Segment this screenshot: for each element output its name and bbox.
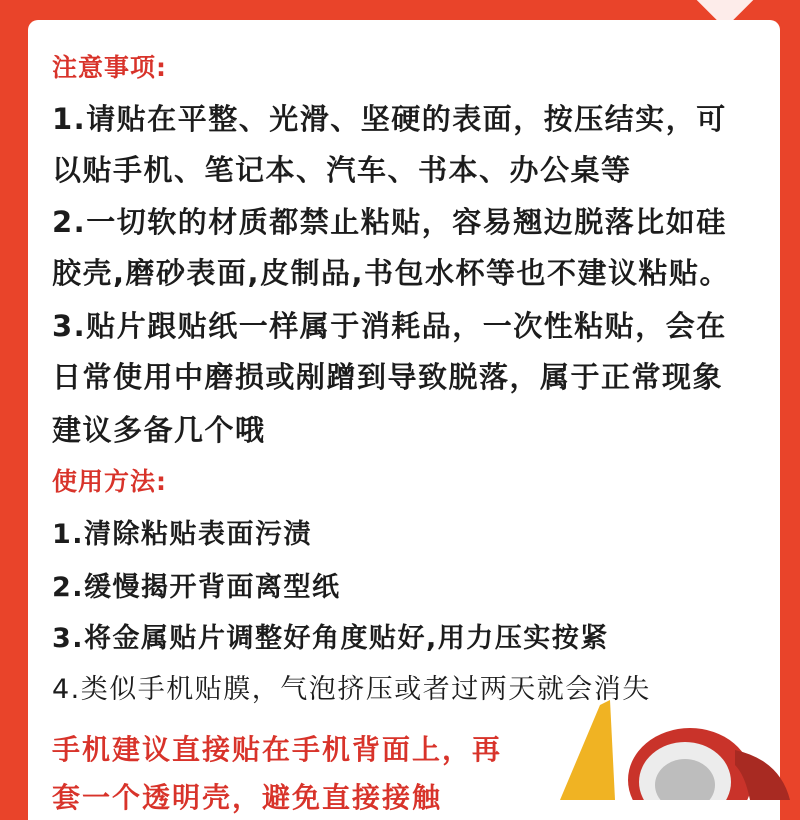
usage-line-1: 1.清除粘贴表面污渍: [52, 519, 313, 550]
notice-line-7: 建议多备几个哦: [52, 413, 266, 447]
usage-line-2: 2.缓慢揭开背面离型纸: [52, 572, 341, 603]
notice-line-6: 日常使用中磨损或剐蹭到导致脱落，属于正常现象: [52, 360, 724, 394]
footer-line-2: 套一个透明壳，避免直接接触: [52, 781, 443, 814]
megaphone-icon: [520, 690, 800, 800]
usage-line-4: 4.类似手机贴膜，气泡挤压或者过两天就会消失: [52, 674, 651, 705]
usage-line-3: 3.将金属贴片调整好角度贴好,用力压实按紧: [52, 623, 609, 654]
notice-title: 注意事项:: [52, 53, 167, 82]
footer-line-1: 手机建议直接贴在手机背面上，再: [52, 733, 503, 766]
notice-line-2: 以贴手机、笔记本、汽车、书本、办公桌等: [52, 153, 632, 187]
notice-line-4: 胶壳,磨砂表面,皮制品,书包水杯等也不建议粘贴。: [52, 256, 731, 290]
notice-line-1: 1.请贴在平整、光滑、坚硬的表面，按压结实，可: [52, 102, 727, 136]
notice-line-5: 3.贴片跟贴纸一样属于消耗品，一次性粘贴，会在: [52, 309, 727, 343]
notice-line-3: 2.一切软的材质都禁止粘贴，容易翘边脱落比如硅: [52, 205, 727, 239]
usage-title: 使用方法:: [52, 467, 167, 496]
megaphone-light-ray: [560, 700, 615, 800]
